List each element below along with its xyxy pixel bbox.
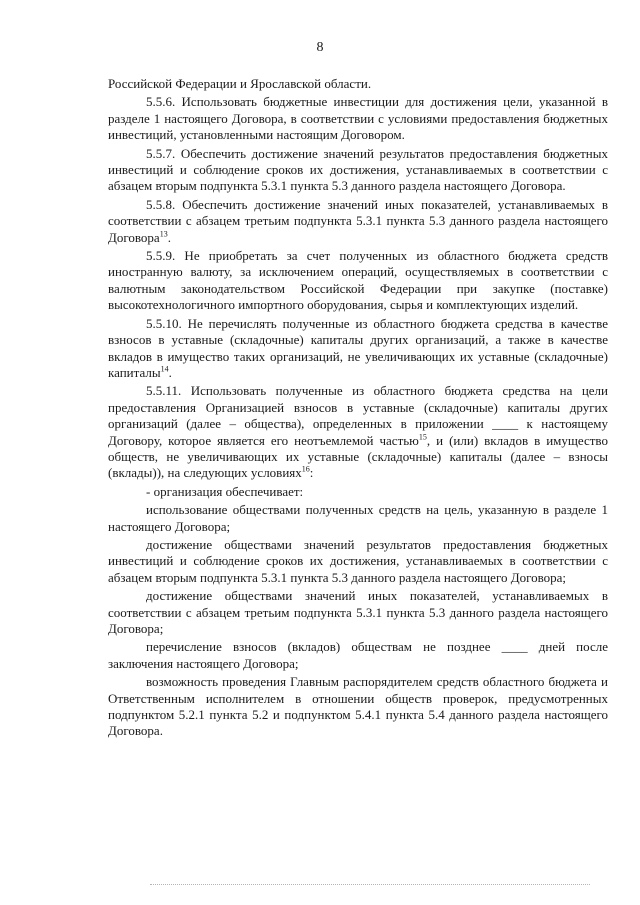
footnote-ref-15: 15	[418, 432, 427, 442]
paragraph-5-5-8-text: 5.5.8. Обеспечить достижение значений иных показателей, устанавливаемых в соответствии с абзацем третьим подпункта 5.3.1 пункта 5.3 данного раздела настоящего Договора	[108, 196, 608, 245]
paragraph-5-5-11: 5.5.11. Использовать полученные из областного бюджета средства на цели предоставления Организацией взносов в уставные (складочные) капиталы других организаций (далее – общества), определенных в приложении ____ к настоящему Договору, которое является его неотъемлемой частью$^{15}$, и (или) вкладов в имущество обществ, не увеличивающих их уставные (складочные) капиталы (далее – взносы (вклады)), на следующих условиях$^{16}$:	[108, 383, 608, 481]
paragraph-5-5-8-period: .	[167, 229, 171, 245]
footer-dotted-line	[150, 884, 590, 889]
condition-item-5: возможность проведения Главным распорядителем средств областного бюджета и Ответственным исполнителем в отношении обществ проверок, предусмотренных подпунктом 5.2.1 пункта 5.2 и подпунктом 5.4.1 пункта 5.4 данного раздела настоящего Договора.	[108, 674, 608, 739]
condition-item-2: достижение обществами значений результатов предоставления бюджетных инвестиций и соблюдение сроков их достижения, устанавливаемых в соответствии с абзацем вторым подпункта 5.3.1 пункта 5.3 данного раздела настоящего Договора;	[108, 536, 608, 585]
paragraph-5-5-10-text: 5.5.10. Не перечислять полученные из областного бюджета средства в качестве взносов в уставные (складочные) капиталы других организаций, а также в качестве вкладов в имущество таких организаций, не увеличивающих их уставные (складочные) капиталы	[108, 315, 608, 380]
footnote-ref-16: 16	[301, 465, 310, 475]
paragraph-5-5-10-period: .	[168, 364, 172, 380]
document-body	[108, 76, 608, 742]
page-number: 8	[316, 40, 324, 55]
paragraph-5-5-10	[108, 316, 608, 382]
condition-item-4: перечисление взносов (вкладов) обществам не позднее ____ дней после заключения настоящего Договора;	[108, 639, 608, 671]
paragraph-5-5-9: 5.5.9. Не приобретать за счет полученных из областного бюджета средств иностранную валюту, за исключением операций, осуществляемых в соответствии с валютным законодательством Российской Федерации при закупке (поставке) высокотехнологичного импортного оборудования, сырья и комплектующих изделий.	[108, 248, 608, 313]
list-intro: - организация обеспечивает:	[146, 483, 304, 499]
paragraph-5-5-8	[108, 197, 608, 246]
condition-item-3: достижение обществами значений иных показателей, устанавливаемых в соответствии с абзацем третьим подпункта 5.3.1 пункта 5.3 данного раздела настоящего Договора;	[108, 588, 608, 636]
paragraph-5-5-11-text-b: и (или) вкладов в имущество обществ, не увеличивающих их уставные (складочные) капиталы (далее – взносы (вклады)), на следующих условиях	[108, 432, 608, 481]
footnote-ref-13: 13	[159, 229, 168, 239]
footnote-ref-14: 14	[160, 364, 169, 374]
paragraph-5-5-11-text-a: 5.5.11. Использовать полученные из областного бюджета средства на цели предоставления Организацией взносов в уставные (складочные) капиталы других организаций (далее – общества), определенных в приложении ____ к настоящему Договору, которое является его неотъемлемой частью	[108, 383, 608, 448]
condition-item-1: использование обществами полученных средств на цель, указанную в разделе 1 настоящего Договора;	[108, 502, 608, 534]
paragraph-5-5-6: 5.5.6. Использовать бюджетные инвестиции для достижения цели, указанной в разделе 1 настоящего Договора, в соответствии с условиями предоставления бюджетных инвестиций, установленными настоящим Договором.	[108, 94, 608, 143]
paragraph-continuation: Российской Федерации и Ярославской области.	[108, 76, 372, 91]
paragraph-5-5-7: 5.5.7. Обеспечить достижение значений результатов предоставления бюджетных инвестиций и соблюдение сроков их достижения, устанавливаемых в соответствии с абзацем вторым подпункта 5.3.1 пункта 5.3 данного раздела настоящего Договора.	[108, 145, 608, 194]
